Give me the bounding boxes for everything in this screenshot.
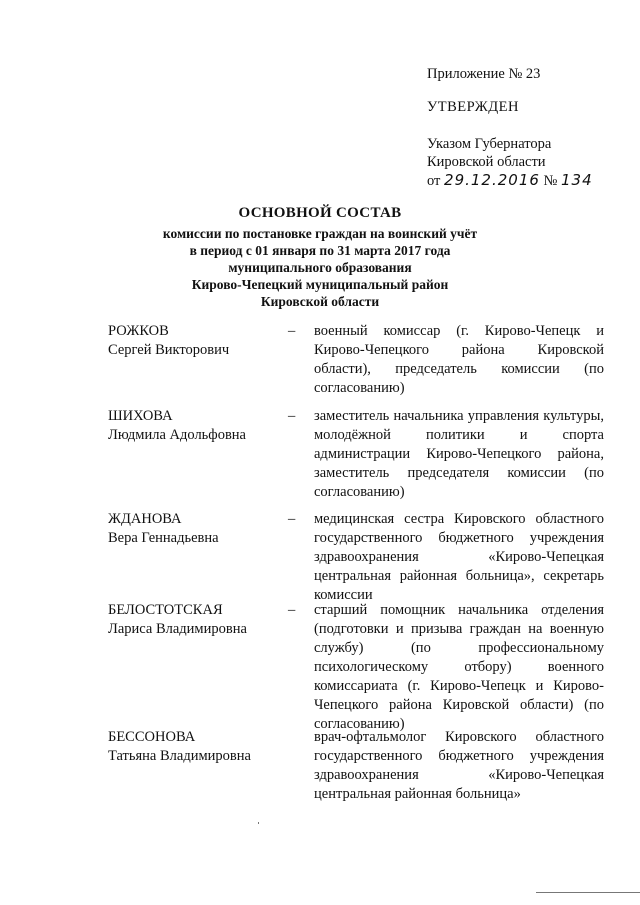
- scan-speck: [258, 822, 259, 824]
- member-dash: –: [288, 602, 296, 618]
- member-dash: –: [288, 323, 296, 339]
- member-surname: ЖДАНОВА: [108, 511, 182, 527]
- document-title: [0, 205, 640, 310]
- decree-from-label: от: [427, 173, 441, 189]
- member-role: военный комиссар (г. Кирово-Чепецк и Кирово-Чепецкого района Кировской области), председатель комиссии (по согласованию): [314, 323, 604, 396]
- title-line-2: в период с 01 января по 31 марта 2017 года: [189, 243, 451, 258]
- approved-stamp-text: УТВЕРЖДЕН: [427, 99, 519, 115]
- member-dash: –: [288, 408, 296, 424]
- member-given-name: Людмила Адольфовна: [108, 427, 246, 443]
- member-role: старший помощник начальника отделения (подготовки и призыва граждан на военную службу) (по профессиональному психологическому отбору) военного комиссариата (г. Кирово-Чепецк и Кирово-Чепецкого района Кировской области) (по согласованию): [314, 602, 604, 732]
- decree-line-1: Указом Губернатора: [427, 136, 552, 152]
- member-given-name: Лариса Владимировна: [108, 621, 247, 637]
- title-line-5: Кировской области: [260, 294, 380, 309]
- member-role: врач-офтальмолог Кировского областного государственного бюджетного учреждения здравоохранения «Кирово-Чепецкая центральная районная больница»: [314, 729, 604, 802]
- member-name: [108, 322, 283, 360]
- member-name: [108, 601, 283, 639]
- decree-line-2: Кировской области: [427, 154, 546, 170]
- member-surname: БЕЛОСТОТСКАЯ: [108, 602, 223, 618]
- member-surname: ШИХОВА: [108, 408, 173, 424]
- member-dash: –: [288, 511, 296, 527]
- decree-date-handwritten: 29.12.2016: [444, 171, 540, 189]
- decree-reference: [427, 135, 593, 190]
- member-name: [108, 407, 283, 445]
- decree-number-handwritten: 134: [561, 171, 593, 189]
- decree-line-3: [427, 171, 593, 190]
- title-main: ОСНОВНОЙ СОСТАВ: [238, 205, 402, 221]
- member-surname: БЕССОНОВА: [108, 729, 196, 745]
- member-given-name: Вера Геннадьевна: [108, 530, 219, 546]
- decree-number-label: №: [543, 173, 558, 189]
- member-name: [108, 728, 283, 766]
- member-role: заместитель начальника управления культуры, молодёжной политики и спорта администрации Кирово-Чепецкого района, заместитель председателя комиссии (по согласованию): [314, 408, 604, 500]
- scan-edge-line: [536, 892, 640, 893]
- member-given-name: Сергей Викторович: [108, 342, 230, 358]
- member-name: [108, 510, 283, 548]
- title-line-1: комиссии по постановке граждан на воинский учёт: [162, 226, 478, 241]
- appendix-number: Приложение № 23: [427, 66, 541, 82]
- member-surname: РОЖКОВ: [108, 323, 169, 339]
- member-role: медицинская сестра Кировского областного государственного бюджетного учреждения здравоохранения «Кирово-Чепецкая центральная районная больница», секретарь комиссии: [314, 511, 604, 603]
- title-line-4: Кирово-Чепецкий муниципальный район: [191, 277, 449, 292]
- title-line-3: муниципального образования: [228, 260, 412, 275]
- member-given-name: Татьяна Владимировна: [108, 748, 251, 764]
